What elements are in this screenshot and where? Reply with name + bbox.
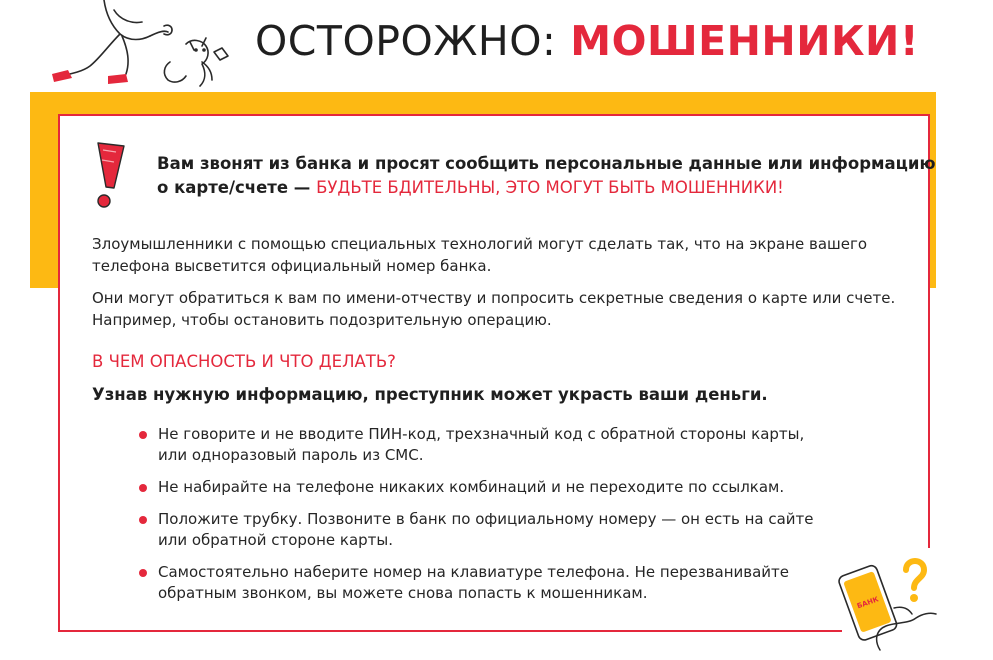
bullet-dot-icon (139, 569, 147, 577)
tip-text: Самостоятельно наберите номер на клавиатуре телефона. Не перезванивайте обратным звонком, вы можете снова попасть к мошенникам. (158, 563, 790, 602)
page-title (255, 14, 919, 68)
list-item (132, 477, 832, 498)
paragraph-1: Злоумышленники с помощью специальных технологий могут сделать так, что на экране вашего телефона высветится официальный номер банка. (92, 235, 868, 275)
tip-text: Положите трубку. Позвоните в банк по официальному номеру — он есть на сайте или обратной стороне карты. (158, 510, 814, 549)
section-subtitle: Узнав нужную информацию, преступник может украсть ваши деньги. (92, 385, 768, 404)
bullet-dot-icon (139, 484, 147, 492)
bullet-dot-icon (139, 431, 147, 439)
list-item (132, 562, 832, 604)
tip-text: Не говорите и не вводите ПИН-код, трехзначный код с обратной стороны карты, или одноразовый пароль из СМС. (158, 425, 805, 464)
tips-list (132, 424, 832, 615)
lead-bold: Вам звонят из банка и просят сообщить персональные данные или информацию о карте/счете — (157, 154, 936, 197)
bullet-dot-icon (139, 516, 147, 524)
tip-text: Не набирайте на телефоне никаких комбинаций и не переходите по ссылкам. (158, 478, 785, 496)
phone-question-illustration (836, 542, 956, 654)
paragraph-2: Они могут обратиться к вам по имени-отчеству и попросить секретные сведения о карте или счете. Например, чтобы остановить подозрительную операцию. (92, 289, 896, 329)
lead-warning: БУДЬТЕ БДИТЕЛЬНЫ, ЭТО МОГУТ БЫТЬ МОШЕННИКИ! (316, 178, 784, 197)
title-part-2: МОШЕННИКИ! (570, 17, 920, 65)
man-and-raccoon-illustration (46, 0, 246, 95)
lead-text (157, 152, 937, 200)
list-item (132, 424, 832, 466)
section-title: В ЧЕМ ОПАСНОСТЬ И ЧТО ДЕЛАТЬ? (92, 352, 396, 371)
phone-screen-label: БАНК (855, 595, 880, 611)
title-part-1: ОСТОРОЖНО: (255, 17, 557, 65)
list-item (132, 509, 832, 551)
exclamation-icon (90, 140, 130, 210)
